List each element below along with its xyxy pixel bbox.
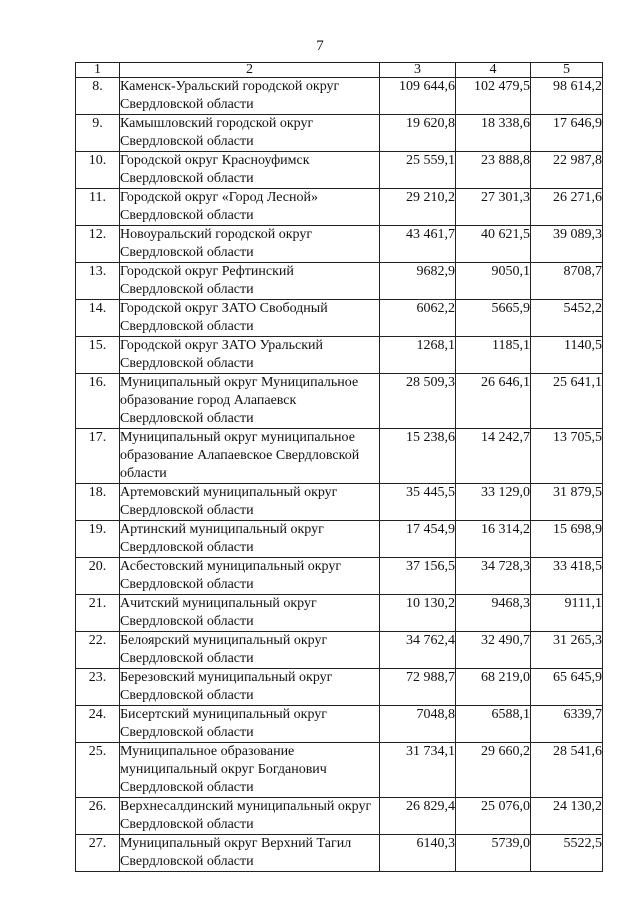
value-column-3: 37 156,5 — [380, 558, 456, 595]
value-column-4: 40 621,5 — [456, 226, 531, 263]
value-column-5: 24 130,2 — [531, 798, 603, 835]
value-column-5: 15 698,9 — [531, 521, 603, 558]
value-column-5: 1140,5 — [531, 337, 603, 374]
table-row — [76, 521, 603, 558]
row-number: 13. — [76, 263, 120, 300]
value-column-3: 25 559,1 — [380, 152, 456, 189]
value-column-4: 9050,1 — [456, 263, 531, 300]
value-column-5: 25 641,1 — [531, 374, 603, 429]
municipality-name: Городской округ ЗАТО Уральский Свердловской области — [120, 337, 380, 374]
row-number: 26. — [76, 798, 120, 835]
municipality-name: Муниципальный округ Муниципальное образование город Алапаевск Свердловской области — [120, 374, 380, 429]
value-column-4: 18 338,6 — [456, 115, 531, 152]
municipality-name: Каменск-Уральский городской округ Свердловской области — [120, 78, 380, 115]
municipality-name: Городской округ ЗАТО Свободный Свердловской области — [120, 300, 380, 337]
value-column-5: 28 541,6 — [531, 743, 603, 798]
table-row — [76, 669, 603, 706]
column-header: 2 — [120, 63, 380, 78]
municipality-name: Муниципальный округ Верхний Тагил Свердловской области — [120, 835, 380, 872]
municipality-name: Новоуральский городской округ Свердловской области — [120, 226, 380, 263]
row-number: 18. — [76, 484, 120, 521]
table-row — [76, 558, 603, 595]
value-column-5: 17 646,9 — [531, 115, 603, 152]
municipality-name: Муниципальный округ муниципальное образование Алапаевское Свердловской области — [120, 429, 380, 484]
municipality-name: Камышловский городской округ Свердловской области — [120, 115, 380, 152]
table-row — [76, 632, 603, 669]
value-column-4: 14 242,7 — [456, 429, 531, 484]
table-row — [76, 374, 603, 429]
value-column-5: 5522,5 — [531, 835, 603, 872]
value-column-3: 31 734,1 — [380, 743, 456, 798]
municipality-name: Верхнесалдинский муниципальный округ Свердловской области — [120, 798, 380, 835]
table-header-row — [76, 63, 603, 78]
value-column-4: 25 076,0 — [456, 798, 531, 835]
table-row — [76, 706, 603, 743]
municipality-name: Городской округ «Город Лесной» Свердловской области — [120, 189, 380, 226]
municipality-name: Муниципальное образование муниципальный округ Богданович Свердловской области — [120, 743, 380, 798]
municipality-name: Городской округ Рефтинский Свердловской области — [120, 263, 380, 300]
table-row — [76, 835, 603, 872]
row-number: 10. — [76, 152, 120, 189]
municipality-name: Артинский муниципальный округ Свердловской области — [120, 521, 380, 558]
column-header: 4 — [456, 63, 531, 78]
value-column-3: 10 130,2 — [380, 595, 456, 632]
value-column-5: 98 614,2 — [531, 78, 603, 115]
municipal-budget-table — [75, 62, 603, 872]
value-column-5: 33 418,5 — [531, 558, 603, 595]
value-column-5: 22 987,8 — [531, 152, 603, 189]
table-row — [76, 484, 603, 521]
table-row — [76, 115, 603, 152]
row-number: 24. — [76, 706, 120, 743]
municipality-name: Городской округ Красноуфимск Свердловской области — [120, 152, 380, 189]
table-row — [76, 595, 603, 632]
value-column-3: 72 988,7 — [380, 669, 456, 706]
value-column-4: 6588,1 — [456, 706, 531, 743]
value-column-5: 8708,7 — [531, 263, 603, 300]
row-number: 22. — [76, 632, 120, 669]
value-column-4: 23 888,8 — [456, 152, 531, 189]
value-column-4: 27 301,3 — [456, 189, 531, 226]
value-column-3: 6062,2 — [380, 300, 456, 337]
value-column-3: 29 210,2 — [380, 189, 456, 226]
municipality-name: Березовский муниципальный округ Свердловской области — [120, 669, 380, 706]
row-number: 9. — [76, 115, 120, 152]
row-number: 25. — [76, 743, 120, 798]
table-row — [76, 226, 603, 263]
row-number: 14. — [76, 300, 120, 337]
value-column-3: 17 454,9 — [380, 521, 456, 558]
value-column-5: 13 705,5 — [531, 429, 603, 484]
row-number: 19. — [76, 521, 120, 558]
column-header: 1 — [76, 63, 120, 78]
column-header: 3 — [380, 63, 456, 78]
value-column-4: 26 646,1 — [456, 374, 531, 429]
value-column-4: 9468,3 — [456, 595, 531, 632]
value-column-3: 15 238,6 — [380, 429, 456, 484]
municipality-name: Белоярский муниципальный округ Свердловской области — [120, 632, 380, 669]
value-column-3: 34 762,4 — [380, 632, 456, 669]
value-column-5: 5452,2 — [531, 300, 603, 337]
value-column-4: 102 479,5 — [456, 78, 531, 115]
value-column-4: 5739,0 — [456, 835, 531, 872]
value-column-5: 65 645,9 — [531, 669, 603, 706]
value-column-5: 31 265,3 — [531, 632, 603, 669]
value-column-3: 28 509,3 — [380, 374, 456, 429]
value-column-3: 1268,1 — [380, 337, 456, 374]
municipality-name: Бисертский муниципальный округ Свердловской области — [120, 706, 380, 743]
value-column-4: 16 314,2 — [456, 521, 531, 558]
value-column-4: 34 728,3 — [456, 558, 531, 595]
row-number: 27. — [76, 835, 120, 872]
table-row — [76, 152, 603, 189]
table-row — [76, 337, 603, 374]
column-header: 5 — [531, 63, 603, 78]
value-column-4: 33 129,0 — [456, 484, 531, 521]
row-number: 20. — [76, 558, 120, 595]
value-column-3: 9682,9 — [380, 263, 456, 300]
table-body — [76, 78, 603, 872]
value-column-3: 43 461,7 — [380, 226, 456, 263]
municipality-name: Ачитский муниципальный округ Свердловской области — [120, 595, 380, 632]
table-row — [76, 300, 603, 337]
value-column-5: 6339,7 — [531, 706, 603, 743]
row-number: 21. — [76, 595, 120, 632]
value-column-5: 39 089,3 — [531, 226, 603, 263]
value-column-3: 19 620,8 — [380, 115, 456, 152]
table-row — [76, 78, 603, 115]
value-column-3: 26 829,4 — [380, 798, 456, 835]
value-column-3: 109 644,6 — [380, 78, 456, 115]
value-column-3: 6140,3 — [380, 835, 456, 872]
row-number: 17. — [76, 429, 120, 484]
value-column-4: 29 660,2 — [456, 743, 531, 798]
row-number: 16. — [76, 374, 120, 429]
table-row — [76, 189, 603, 226]
value-column-5: 31 879,5 — [531, 484, 603, 521]
municipality-name: Асбестовский муниципальный округ Свердловской области — [120, 558, 380, 595]
row-number: 12. — [76, 226, 120, 263]
row-number: 23. — [76, 669, 120, 706]
value-column-5: 9111,1 — [531, 595, 603, 632]
page-number: 7 — [316, 38, 324, 54]
value-column-4: 1185,1 — [456, 337, 531, 374]
value-column-5: 26 271,6 — [531, 189, 603, 226]
value-column-4: 5665,9 — [456, 300, 531, 337]
table-row — [76, 743, 603, 798]
row-number: 11. — [76, 189, 120, 226]
value-column-3: 7048,8 — [380, 706, 456, 743]
municipality-name: Артемовский муниципальный округ Свердловской области — [120, 484, 380, 521]
row-number: 15. — [76, 337, 120, 374]
value-column-4: 32 490,7 — [456, 632, 531, 669]
value-column-3: 35 445,5 — [380, 484, 456, 521]
table-row — [76, 798, 603, 835]
table-row — [76, 263, 603, 300]
table-row — [76, 429, 603, 484]
value-column-4: 68 219,0 — [456, 669, 531, 706]
row-number: 8. — [76, 78, 120, 115]
